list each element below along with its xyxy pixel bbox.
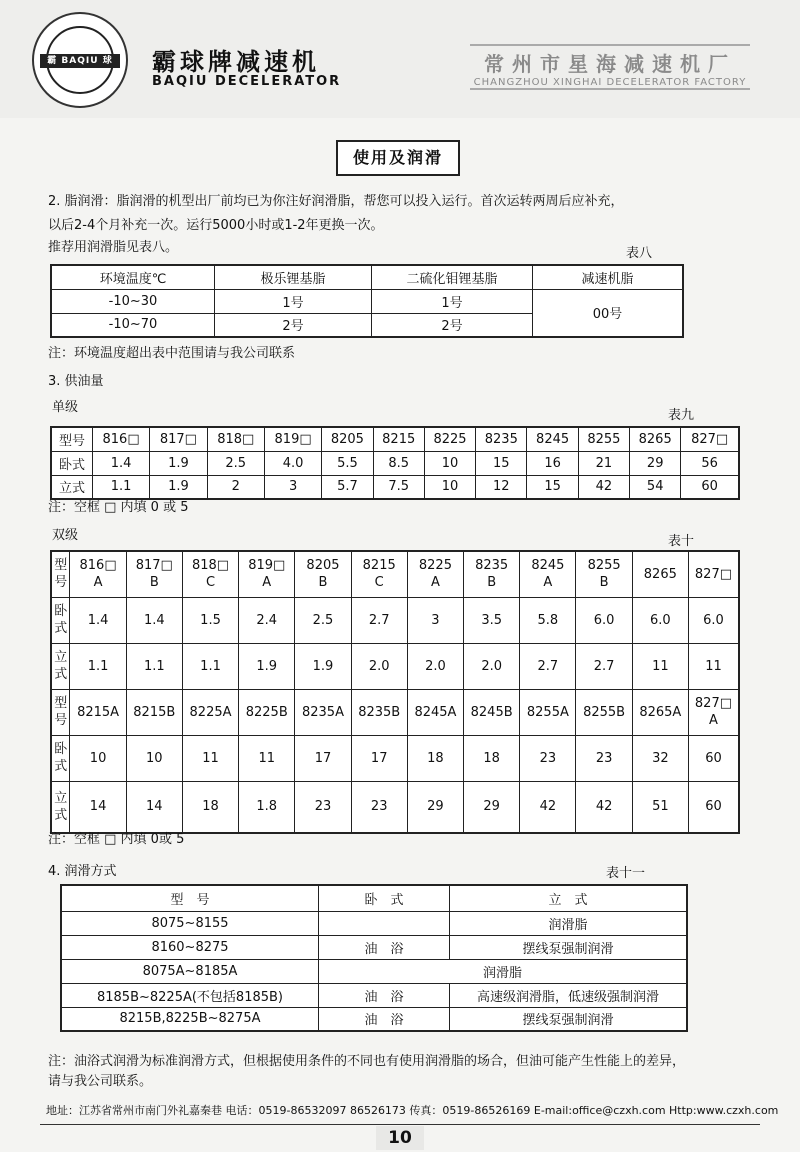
cell-line: 60 xyxy=(705,750,722,766)
cell-line: 8205 xyxy=(306,558,340,574)
table-cell xyxy=(632,781,688,833)
cell-line: B xyxy=(599,575,609,591)
table-cell xyxy=(464,597,520,643)
table-row xyxy=(51,689,739,735)
cell-line: 2.7 xyxy=(537,658,559,674)
table-cell xyxy=(520,643,576,689)
cell-line: 卧 xyxy=(54,742,68,757)
table-cell: 60 xyxy=(681,475,739,499)
cell-line: 型 xyxy=(54,558,68,574)
lubrication-note-1: 注：油浴式润滑为标准润滑方式，但根据使用条件的不同也有使用润滑脂的场合，但油可能产生性能上的差异， xyxy=(48,1054,686,1069)
table-cell xyxy=(70,597,126,643)
vertical-row xyxy=(51,475,739,499)
cell-line: 2.0 xyxy=(425,658,446,674)
table-header-cell: 减速机脂 xyxy=(533,265,684,289)
cell-line: 23 xyxy=(595,750,613,766)
row-header-cell xyxy=(51,643,70,689)
table-cell xyxy=(520,689,576,735)
table-cell: 8235 xyxy=(476,427,527,451)
cell-line: 8245A xyxy=(414,704,457,720)
cell-line: 8215B xyxy=(133,704,176,720)
cell-line: 卧 xyxy=(54,604,68,619)
table-cell xyxy=(688,643,739,689)
table-cell: 10 xyxy=(424,475,475,499)
cell-line: A xyxy=(709,713,718,728)
table-cell xyxy=(239,781,295,833)
cell-line: 8265A xyxy=(639,704,682,720)
table-cell xyxy=(576,597,632,643)
table-cell xyxy=(70,643,126,689)
table-cell xyxy=(182,689,238,735)
grease-paragraph-2: 以后2-4个月补充一次。运行5000小时或1-2年更换一次。 xyxy=(48,218,384,233)
single-stage-table xyxy=(50,426,740,500)
cell-line: 10 xyxy=(89,750,107,766)
table-row xyxy=(61,983,687,1007)
table-cell: 818□ xyxy=(207,427,264,451)
double-stage-table xyxy=(50,550,740,834)
cell-line: 32 xyxy=(652,750,669,766)
table-cell: 21 xyxy=(578,451,629,475)
factory-name xyxy=(470,44,750,90)
table-cell xyxy=(295,597,351,643)
table-cell: 8205 xyxy=(322,427,373,451)
table-cell: 2号 xyxy=(215,313,372,337)
table-cell xyxy=(688,689,739,735)
model-cell: 8160~8275 xyxy=(61,935,319,959)
table-cell: 817□ xyxy=(150,427,207,451)
table-cell xyxy=(464,781,520,833)
double-stage-note: 注：空框 □ 内填 0或 5 xyxy=(48,832,185,847)
page-number: 10 xyxy=(376,1126,424,1150)
table-cell xyxy=(407,689,463,735)
table-cell: 8255 xyxy=(578,427,629,451)
cell-line: 8255B xyxy=(583,704,626,720)
cell-line: 2.5 xyxy=(312,612,334,628)
cell-line: 14 xyxy=(146,799,163,815)
cell-line: 18 xyxy=(427,750,444,766)
table-cell xyxy=(632,551,688,597)
table-cell xyxy=(182,735,238,781)
horizontal-row xyxy=(51,451,739,475)
cell-line: 式 xyxy=(54,667,68,682)
table-cell: 4.0 xyxy=(264,451,321,475)
row-header-cell xyxy=(51,597,70,643)
cell-line: 2.0 xyxy=(368,658,390,674)
cell-line: 立 xyxy=(54,650,68,665)
table-cell xyxy=(351,551,407,597)
method-cell: 润滑脂 xyxy=(319,959,688,983)
cell-line: 8245 xyxy=(531,558,565,574)
table-cell: 1.1 xyxy=(92,475,149,499)
cell-line: 1.4 xyxy=(87,612,109,628)
cell-line: 2.0 xyxy=(481,658,502,674)
cell-line: 号 xyxy=(54,713,68,728)
table-cell xyxy=(407,735,463,781)
cell-line: 8255A xyxy=(526,704,569,720)
vertical-method-cell: 摆线泵强制润滑 xyxy=(450,935,688,959)
table-cell xyxy=(182,551,238,597)
cell-line: 2.4 xyxy=(256,612,278,628)
cell-line: 18 xyxy=(483,750,500,766)
lubrication-note-2: 请与我公司联系。 xyxy=(48,1074,153,1089)
table-cell xyxy=(464,689,520,735)
table-cell xyxy=(520,781,576,833)
table-cell xyxy=(576,689,632,735)
table-cell xyxy=(520,735,576,781)
cell-line: 2.7 xyxy=(368,612,390,628)
cell-line: C xyxy=(205,575,216,591)
single-stage-label: 单级 xyxy=(52,400,79,415)
table-cell xyxy=(464,735,520,781)
table-cell xyxy=(688,551,739,597)
cell-line: 60 xyxy=(705,799,722,815)
table-cell xyxy=(351,597,407,643)
cell-line: 23 xyxy=(539,750,557,766)
table-cell xyxy=(126,597,182,643)
table-cell xyxy=(126,551,182,597)
cell-line: 1.9 xyxy=(312,658,334,674)
table-cell xyxy=(576,781,632,833)
row-header-cell xyxy=(51,781,70,833)
table-cell: 15 xyxy=(527,475,578,499)
table-cell: 29 xyxy=(630,451,681,475)
table-cell xyxy=(70,689,126,735)
table-cell xyxy=(182,643,238,689)
table-cell xyxy=(351,735,407,781)
table-row xyxy=(51,643,739,689)
cell-line: B xyxy=(487,575,497,591)
cell-line: 2.7 xyxy=(593,658,615,674)
grease-paragraph-1: 2. 脂润滑：脂润滑的机型出厂前均已为你注好润滑脂，帮您可以投入运行。首次运转两周后应补充， xyxy=(48,194,624,209)
lubrication-heading: 4. 润滑方式 xyxy=(48,864,117,879)
cell-line: A xyxy=(543,575,553,591)
cell-line: 29 xyxy=(483,799,500,815)
table-cell xyxy=(239,597,295,643)
company-logo xyxy=(32,12,128,108)
table-cell xyxy=(688,781,739,833)
cell-line: 1.4 xyxy=(143,612,165,628)
cell-line: 5.8 xyxy=(537,612,559,628)
table-cell: -10~30 xyxy=(51,289,215,313)
cell-line: 1.9 xyxy=(256,658,278,674)
table-cell xyxy=(407,781,463,833)
table-cell: 1号 xyxy=(215,289,372,313)
cell-line: 6.0 xyxy=(593,612,615,628)
row-header-cell: 立式 xyxy=(51,475,92,499)
model-cell: 8185B~8225A(不包括8185B) xyxy=(61,983,319,1007)
brand-name-cn: 霸球牌减速机 xyxy=(152,48,320,76)
cell-line: 8255 xyxy=(587,558,621,574)
table-cell: 5.5 xyxy=(322,451,373,475)
cell-line: 1.8 xyxy=(256,799,278,815)
cell-line: 29 xyxy=(427,799,444,815)
table-cell: 10 xyxy=(424,451,475,475)
vertical-method-cell: 润滑脂 xyxy=(450,911,688,935)
table-cell xyxy=(239,735,295,781)
cell-line: 立 xyxy=(54,790,68,806)
section-title: 使用及润滑 xyxy=(336,140,460,176)
table-cell xyxy=(407,643,463,689)
cell-line: 1.5 xyxy=(200,612,221,628)
table-cell xyxy=(407,597,463,643)
table-cell: 15 xyxy=(476,451,527,475)
grease-table xyxy=(50,264,684,338)
table-cell: 8.5 xyxy=(373,451,424,475)
cell-line: 818□ xyxy=(191,558,230,574)
table-11-label: 表十一 xyxy=(606,866,646,881)
model-cell: 8075A~8185A xyxy=(61,959,319,983)
cell-line: 11 xyxy=(705,658,722,674)
table-cell xyxy=(576,643,632,689)
model-cell: 8215B,8225B~8275A xyxy=(61,1007,319,1031)
cell-line: 11 xyxy=(258,750,276,766)
footer-address: 地址：江苏省常州市南门外礼嘉秦巷 电话：0519-86532097 86526173 传真：0519-86526169 E-mail:office@czxh.com Http:www.czxh.com xyxy=(46,1104,779,1117)
cell-line: 式 xyxy=(54,621,68,636)
table-cell: 816□ xyxy=(92,427,149,451)
cell-line: 18 xyxy=(202,799,219,815)
table-cell xyxy=(295,643,351,689)
grease-intro: 推荐用润滑脂见表八。 xyxy=(48,240,179,255)
cell-line: 8235B xyxy=(358,704,401,720)
table-cell xyxy=(239,643,295,689)
table-cell xyxy=(464,551,520,597)
table-cell xyxy=(351,689,407,735)
cell-line: 14 xyxy=(89,799,107,815)
table-header-cell: 卧 式 xyxy=(319,885,450,911)
table-cell: 8265 xyxy=(630,427,681,451)
cell-line: 8235A xyxy=(301,704,344,720)
table-8-label: 表八 xyxy=(626,246,653,261)
table-cell: 56 xyxy=(681,451,739,475)
table-cell: 12 xyxy=(476,475,527,499)
table-cell xyxy=(576,551,632,597)
cell-line: 式 xyxy=(54,807,68,823)
table-cell xyxy=(126,781,182,833)
table-cell xyxy=(182,597,238,643)
row-header-cell: 型号 xyxy=(51,427,92,451)
cell-line: 型 xyxy=(54,696,68,711)
page-header xyxy=(0,0,800,118)
cell-line: 8245B xyxy=(470,704,513,720)
table-cell: 3 xyxy=(264,475,321,499)
vertical-method-cell: 摆线泵强制润滑 xyxy=(450,1007,688,1031)
table-cell xyxy=(126,643,182,689)
cell-line: 8225A xyxy=(189,704,232,720)
logo-text: 霸 BAQIU 球 xyxy=(40,54,120,68)
cell-line: 3 xyxy=(431,612,440,628)
table-cell: 1.4 xyxy=(92,451,149,475)
table-cell: 42 xyxy=(578,475,629,499)
table-row xyxy=(61,1007,687,1031)
table-cell xyxy=(70,551,126,597)
cell-line: 8225B xyxy=(245,704,288,720)
table-cell: 1.9 xyxy=(150,451,207,475)
table-row xyxy=(51,551,739,597)
cell-line: 1.1 xyxy=(143,658,165,674)
table-row xyxy=(61,959,687,983)
cell-line: 23 xyxy=(314,799,332,815)
table-cell xyxy=(520,551,576,597)
row-header-cell xyxy=(51,689,70,735)
cell-line: 816□ xyxy=(79,558,117,574)
table-cell xyxy=(632,735,688,781)
table-cell xyxy=(407,551,463,597)
row-header-cell xyxy=(51,735,70,781)
cell-line: 8215 xyxy=(362,558,396,574)
cell-line: A xyxy=(262,575,272,591)
table-cell: 819□ xyxy=(264,427,321,451)
table-cell xyxy=(126,735,182,781)
model-row xyxy=(51,427,739,451)
table-cell: 2号 xyxy=(372,313,533,337)
vertical-method-cell: 高速级润滑脂，低速级强制润滑 xyxy=(450,983,688,1007)
table-cell xyxy=(70,735,126,781)
table-cell xyxy=(632,689,688,735)
table-cell: 2.5 xyxy=(207,451,264,475)
cell-line: 819□ xyxy=(248,558,286,574)
table-cell xyxy=(295,735,351,781)
double-stage-label: 双级 xyxy=(52,528,79,543)
row-header-cell xyxy=(51,551,70,597)
single-stage-note: 注：空框 □ 内填 0 或 5 xyxy=(48,500,189,515)
horizontal-method-cell: 油 浴 xyxy=(319,1007,450,1031)
row-header-cell: 卧式 xyxy=(51,451,92,475)
table-row xyxy=(51,597,739,643)
cell-line: B xyxy=(318,575,328,591)
cell-line: 1.1 xyxy=(200,658,221,674)
table-cell: 2 xyxy=(207,475,264,499)
table-cell: 16 xyxy=(527,451,578,475)
table-cell xyxy=(632,597,688,643)
cell-line: 827□ xyxy=(694,696,733,711)
table-header-cell: 极乐锂基脂 xyxy=(215,265,372,289)
table-cell: 1.9 xyxy=(150,475,207,499)
table-row xyxy=(51,781,739,833)
table-cell xyxy=(295,551,351,597)
cell-line: 17 xyxy=(370,750,388,766)
table-header-cell: 二硫化钼锂基脂 xyxy=(372,265,533,289)
cell-line: 817□ xyxy=(135,558,173,574)
cell-line: A xyxy=(93,575,103,591)
table-header-cell: 立 式 xyxy=(450,885,688,911)
table-cell xyxy=(351,643,407,689)
table-cell xyxy=(464,643,520,689)
table-row xyxy=(51,735,739,781)
cell-line: 42 xyxy=(595,799,613,815)
cell-line: B xyxy=(149,575,159,591)
table-cell xyxy=(126,689,182,735)
table-cell xyxy=(70,781,126,833)
cell-line: 11 xyxy=(652,658,669,674)
table-cell: 54 xyxy=(630,475,681,499)
table-cell xyxy=(182,781,238,833)
cell-line: 号 xyxy=(54,575,68,591)
cell-line: 11 xyxy=(202,750,219,766)
cell-line: 3.5 xyxy=(481,612,502,628)
lubrication-table xyxy=(60,884,688,1032)
table-header-cell: 型 号 xyxy=(61,885,319,911)
table-cell xyxy=(520,597,576,643)
cell-line: 8235 xyxy=(475,558,509,574)
cell-line: 6.0 xyxy=(703,612,724,628)
table-header-row xyxy=(61,885,687,911)
table-cell xyxy=(295,781,351,833)
table-cell xyxy=(295,689,351,735)
table-cell: 5.7 xyxy=(322,475,373,499)
oil-supply-heading: 3. 供油量 xyxy=(48,374,104,389)
table-cell xyxy=(239,551,295,597)
table-cell xyxy=(632,643,688,689)
table-cell xyxy=(688,735,739,781)
cell-line: 10 xyxy=(146,750,163,766)
footer-divider xyxy=(40,1124,760,1125)
cell-line: A xyxy=(430,575,440,591)
cell-line: 827□ xyxy=(694,566,733,582)
cell-line: 23 xyxy=(370,799,388,815)
cell-line: 8265 xyxy=(643,566,677,582)
horizontal-method-cell xyxy=(319,911,450,935)
table-cell: 7.5 xyxy=(373,475,424,499)
cell-line: 式 xyxy=(54,759,68,774)
cell-line: 51 xyxy=(652,799,669,815)
cell-line: 8225 xyxy=(418,558,452,574)
table-cell xyxy=(688,597,739,643)
cell-line: 42 xyxy=(539,799,557,815)
table-cell: 827□ xyxy=(681,427,739,451)
table-cell: 1号 xyxy=(372,289,533,313)
factory-name-cn: 常州市星海减速机厂 xyxy=(484,52,736,76)
cell-line: C xyxy=(374,575,384,591)
cell-line: 6.0 xyxy=(649,612,671,628)
table-cell xyxy=(576,735,632,781)
table-cell: 00号 xyxy=(533,289,684,337)
table-cell: 8215 xyxy=(373,427,424,451)
table-9-label: 表九 xyxy=(668,408,695,423)
table-cell: 8245 xyxy=(527,427,578,451)
table-row xyxy=(61,935,687,959)
grease-note: 注：环境温度超出表中范围请与我公司联系 xyxy=(48,346,296,361)
model-cell: 8075~8155 xyxy=(61,911,319,935)
table-cell: 8225 xyxy=(424,427,475,451)
brand-name-en: BAQIU DECELERATOR xyxy=(152,74,342,89)
table-header-cell: 环境温度℃ xyxy=(51,265,215,289)
cell-line: 1.1 xyxy=(87,658,109,674)
table-10-label: 表十 xyxy=(668,534,695,549)
table-cell xyxy=(351,781,407,833)
table-cell: -10~70 xyxy=(51,313,215,337)
table-row xyxy=(61,911,687,935)
cell-line: 8215A xyxy=(77,704,120,720)
table-cell xyxy=(239,689,295,735)
horizontal-method-cell: 油 浴 xyxy=(319,935,450,959)
cell-line: 17 xyxy=(314,750,332,766)
horizontal-method-cell: 油 浴 xyxy=(319,983,450,1007)
factory-name-en: CHANGZHOU XINGHAI DECELERATOR FACTORY xyxy=(473,77,747,88)
